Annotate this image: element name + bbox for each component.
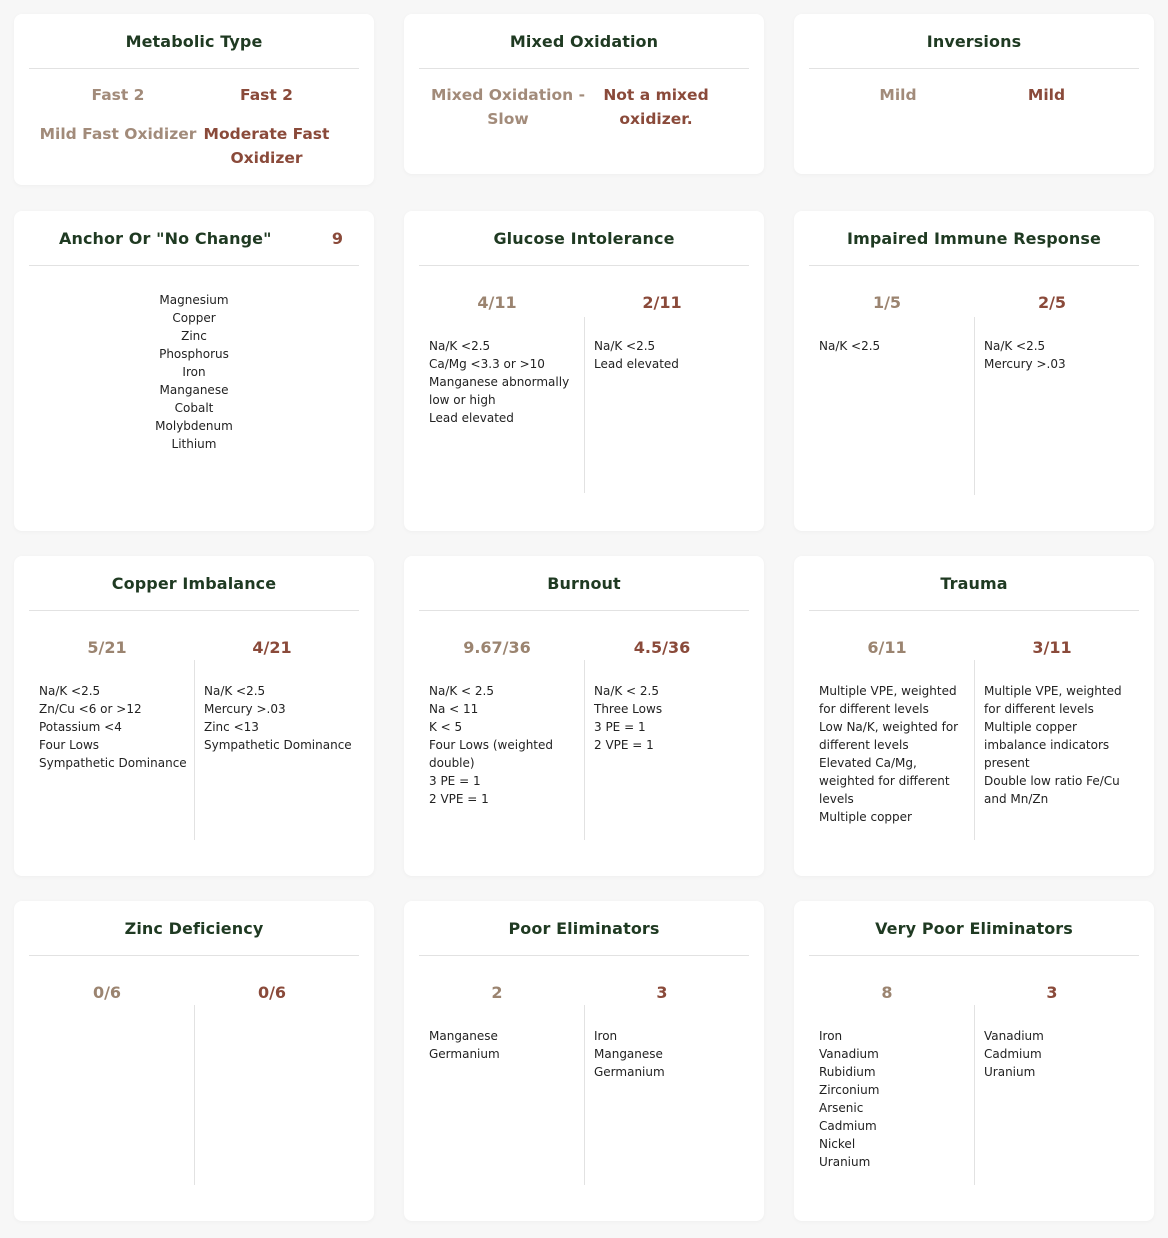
criteria-list: [984, 682, 1134, 808]
card-poor-eliminators: [404, 901, 764, 1221]
criteria-list: [429, 682, 579, 808]
card-title: Mixed Oxidation: [509, 31, 659, 51]
list-item: Mercury >.03: [204, 702, 286, 716]
list-item: Double low ratio Fe/Cu and Mn/Zn: [984, 774, 1120, 806]
score-value: 3: [656, 983, 668, 1002]
score-value: 6/11: [867, 638, 907, 657]
criteria-list: [429, 1027, 579, 1063]
criteria-list: [984, 337, 1134, 373]
list-item: Vanadium: [984, 1029, 1044, 1043]
list-item: 2 VPE = 1: [429, 792, 489, 806]
score-value: 8: [881, 983, 893, 1002]
list-item: Na/K < 2.5: [429, 684, 495, 698]
list-item: Mercury >.03: [984, 357, 1066, 371]
list-item: 3 PE = 1: [594, 720, 646, 734]
list-item: Cadmium: [984, 1047, 1042, 1061]
card-header: [419, 556, 749, 611]
right-column: [584, 955, 749, 1221]
list-item: Sympathetic Dominance: [204, 738, 352, 752]
list-item: Na < 11: [429, 702, 479, 716]
list-item: Ca/Mg <3.3 or >10: [429, 357, 545, 371]
list-item: Zn/Cu <6 or >12: [39, 702, 142, 716]
criteria-list: [819, 337, 969, 355]
list-item: Multiple VPE, weighted for different levels: [984, 684, 1122, 716]
list-item: Multiple VPE, weighted for different levels: [819, 684, 957, 716]
list-item: 2 VPE = 1: [594, 738, 654, 752]
card-title: Poor Eliminators: [508, 918, 660, 938]
card-header: [29, 901, 359, 956]
list-item: Vanadium: [819, 1047, 879, 1061]
list-item: Elevated Ca/Mg, weighted for different levels: [819, 756, 950, 806]
criteria-list: [594, 1027, 744, 1081]
card-header: [419, 211, 749, 266]
list-item: Iron: [594, 1029, 618, 1043]
left-column: [809, 265, 974, 531]
right-column: [584, 265, 749, 531]
list-item: Rubidium: [819, 1065, 876, 1079]
left-column: [419, 265, 584, 531]
card-title: Trauma: [940, 573, 1008, 593]
list-item: Magnesium: [159, 293, 229, 307]
score-value: 9.67/36: [463, 638, 531, 657]
score-value: 2: [491, 983, 503, 1002]
list-item: Germanium: [429, 1047, 500, 1061]
card-header: [29, 14, 359, 69]
mixed-oxidation-left: Mixed Oxidation - Slow: [430, 86, 586, 128]
left-column: [29, 955, 194, 1221]
score-value: 3: [1046, 983, 1058, 1002]
list-item: Na/K < 2.5: [594, 684, 660, 698]
list-item: Uranium: [984, 1065, 1036, 1079]
list-item: Four Lows: [39, 738, 100, 752]
score-value: 3/11: [1032, 638, 1072, 657]
card-header: [419, 901, 749, 956]
right-column: [194, 955, 359, 1221]
left-column: [29, 610, 194, 876]
score-value: 0/6: [92, 983, 122, 1002]
card-trauma: [794, 556, 1154, 876]
card-title: Copper Imbalance: [111, 573, 277, 593]
card-header: [419, 14, 749, 69]
card-title: Impaired Immune Response: [847, 228, 1101, 248]
mixed-oxidation-right: Not a mixed oxidizer.: [603, 86, 709, 128]
list-item: Uranium: [819, 1155, 871, 1169]
left-column: [809, 955, 974, 1221]
card-header: [809, 14, 1139, 69]
list-item: Na/K <2.5: [984, 339, 1046, 353]
card-header: [809, 211, 1139, 266]
card-anchor: [14, 211, 374, 531]
inversions-left: Mild: [879, 86, 917, 104]
score-value: 1/5: [872, 293, 902, 312]
list-item: Manganese: [594, 1047, 663, 1061]
criteria-list: [39, 682, 189, 772]
right-column: [974, 610, 1139, 876]
list-item: K < 5: [429, 720, 463, 734]
card-header: [809, 901, 1139, 956]
left-column: [419, 610, 584, 876]
list-item: Manganese: [429, 1029, 498, 1043]
card-mixed-oxidation: [404, 14, 764, 174]
score-value: 2/5: [1037, 293, 1067, 312]
card-header: [29, 211, 359, 266]
list-item: Iron: [819, 1029, 843, 1043]
list-item: Na/K <2.5: [39, 684, 101, 698]
anchor-count: 9: [331, 228, 343, 248]
list-item: Copper: [172, 311, 216, 325]
score-value: 4.5/36: [633, 638, 691, 657]
list-item: Cadmium: [819, 1119, 877, 1133]
left-column: [809, 610, 974, 876]
list-item: Zirconium: [819, 1083, 880, 1097]
list-item: Molybdenum: [155, 419, 233, 433]
list-item: Arsenic: [819, 1101, 864, 1115]
anchor-list: [29, 291, 359, 453]
card-title: Burnout: [547, 573, 621, 593]
right-column: [974, 955, 1139, 1221]
list-item: Manganese: [159, 383, 229, 397]
card-title: Inversions: [926, 31, 1022, 51]
list-item: Multiple copper imbalance indicators present: [984, 720, 1110, 770]
criteria-list: [429, 337, 579, 427]
card-title: Very Poor Eliminators: [875, 918, 1073, 938]
list-item: Lithium: [171, 437, 217, 451]
list-item: Manganese abnormally low or high: [429, 375, 570, 407]
card-metabolic-type: [14, 14, 374, 185]
card-copper-imbalance: [14, 556, 374, 876]
list-item: Nickel: [819, 1137, 856, 1151]
card-header: [809, 556, 1139, 611]
card-title: Glucose Intolerance: [493, 228, 675, 248]
list-item: Phosphorus: [159, 347, 229, 361]
list-item: Sympathetic Dominance: [39, 756, 187, 770]
card-title: Zinc Deficiency: [124, 918, 264, 938]
metabolic-type-right-primary: Fast 2: [240, 86, 293, 104]
card-header: [29, 556, 359, 611]
criteria-list: [984, 1027, 1134, 1081]
criteria-list: [594, 682, 744, 754]
list-item: Na/K <2.5: [819, 339, 881, 353]
list-item: Multiple copper: [819, 810, 912, 824]
card-burnout: [404, 556, 764, 876]
list-item: Lead elevated: [594, 357, 679, 371]
list-item: Na/K <2.5: [594, 339, 656, 353]
score-value: 4/21: [252, 638, 292, 657]
score-value: 0/6: [257, 983, 287, 1002]
list-item: Germanium: [594, 1065, 665, 1079]
right-column: [194, 610, 359, 876]
list-item: Na/K <2.5: [204, 684, 266, 698]
card-impaired-immune-response: [794, 211, 1154, 531]
list-item: Potassium <4: [39, 720, 122, 734]
criteria-list: [819, 682, 969, 824]
list-item: 3 PE = 1: [429, 774, 481, 788]
card-title: Anchor Or "No Change": [59, 228, 272, 248]
list-item: Four Lows (weighted double): [429, 738, 554, 770]
score-value: 4/11: [477, 293, 517, 312]
card-zinc-deficiency: [14, 901, 374, 1221]
card-very-poor-eliminators: [794, 901, 1154, 1221]
metabolic-type-right-secondary: Moderate Fast Oxidizer: [203, 125, 330, 167]
left-column: [419, 955, 584, 1221]
right-column: [974, 265, 1139, 531]
list-item: Iron: [182, 365, 206, 379]
list-item: Three Lows: [594, 702, 663, 716]
criteria-list: [819, 1027, 969, 1171]
list-item: Low Na/K, weighted for different levels: [819, 720, 959, 752]
right-column: [584, 610, 749, 876]
metabolic-type-left-primary: Fast 2: [91, 86, 145, 104]
score-value: 2/11: [642, 293, 682, 312]
list-item: Lead elevated: [429, 411, 514, 425]
card-inversions: [794, 14, 1154, 174]
list-item: Zinc: [181, 329, 207, 343]
list-item: Na/K <2.5: [429, 339, 491, 353]
inversions-right: Mild: [1027, 86, 1066, 104]
metabolic-type-left-secondary: Mild Fast Oxidizer: [39, 125, 197, 143]
score-value: 5/21: [87, 638, 127, 657]
list-item: Cobalt: [174, 401, 214, 415]
criteria-list: [204, 682, 354, 754]
criteria-list: [594, 337, 744, 373]
list-item: Zinc <13: [204, 720, 259, 734]
card-glucose-intolerance: [404, 211, 764, 531]
card-title: Metabolic Type: [125, 31, 263, 51]
